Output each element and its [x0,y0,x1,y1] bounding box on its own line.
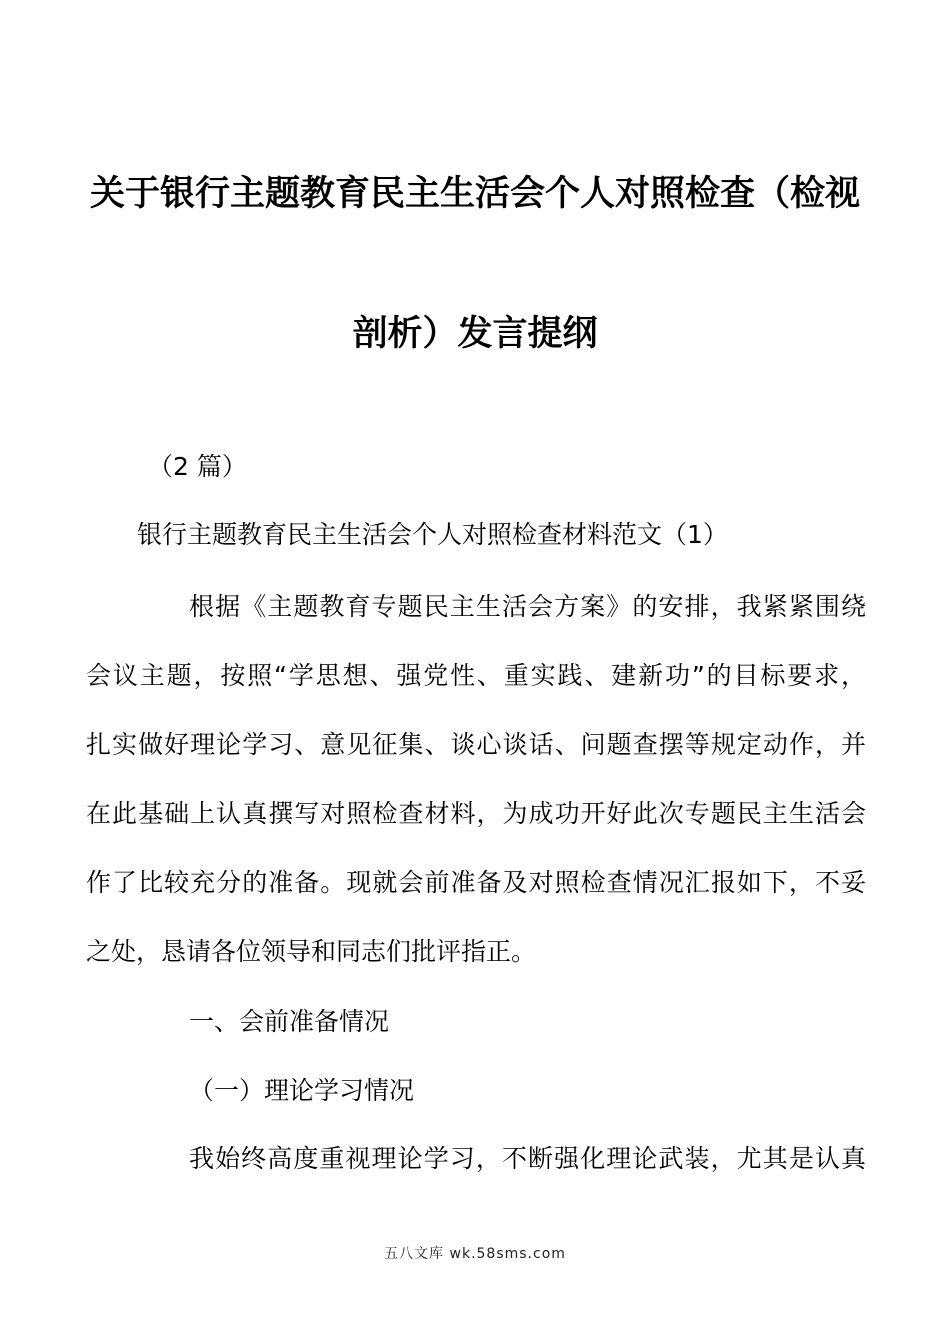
heading-level-1: 一、会前准备情况 [189,1007,390,1036]
paragraph-1-line: 根据《主题教育专题民主生活会方案》的安排，我紧紧围绕 [189,592,866,621]
footer-watermark: 五八文库 wk.58sms.com [384,1246,566,1262]
paragraph-1-line: 会议主题，按照“学思想、强党性、重实践、建新功”的目标要求， [86,661,866,690]
paragraph-1-line: 在此基础上认真撰写对照检查材料，为成功开好此次专题民主生活会 [86,799,866,828]
section-subtitle: 银行主题教育民主生活会个人对照检查材料范文（1） [137,520,728,549]
document-title-line-2: 剖析）发言提纲 [352,314,598,354]
document-title-line-1: 关于银行主题教育民主生活会个人对照检查（检视 [89,174,860,214]
paragraph-2-line: 我始终高度重视理论学习，不断强化理论武装，尤其是认真 [189,1144,866,1173]
article-count: （2 篇） [148,452,247,481]
paragraph-1-line: 作了比较充分的准备。现就会前准备及对照检查情况汇报如下，不妥 [86,868,866,897]
paragraph-1-line: 扎实做好理论学习、意见征集、谈心谈话、问题查摆等规定动作，并 [86,730,866,759]
paragraph-1-line: 之处，恳请各位领导和同志们批评指正。 [86,937,537,966]
heading-level-2: （一）理论学习情况 [189,1076,415,1105]
